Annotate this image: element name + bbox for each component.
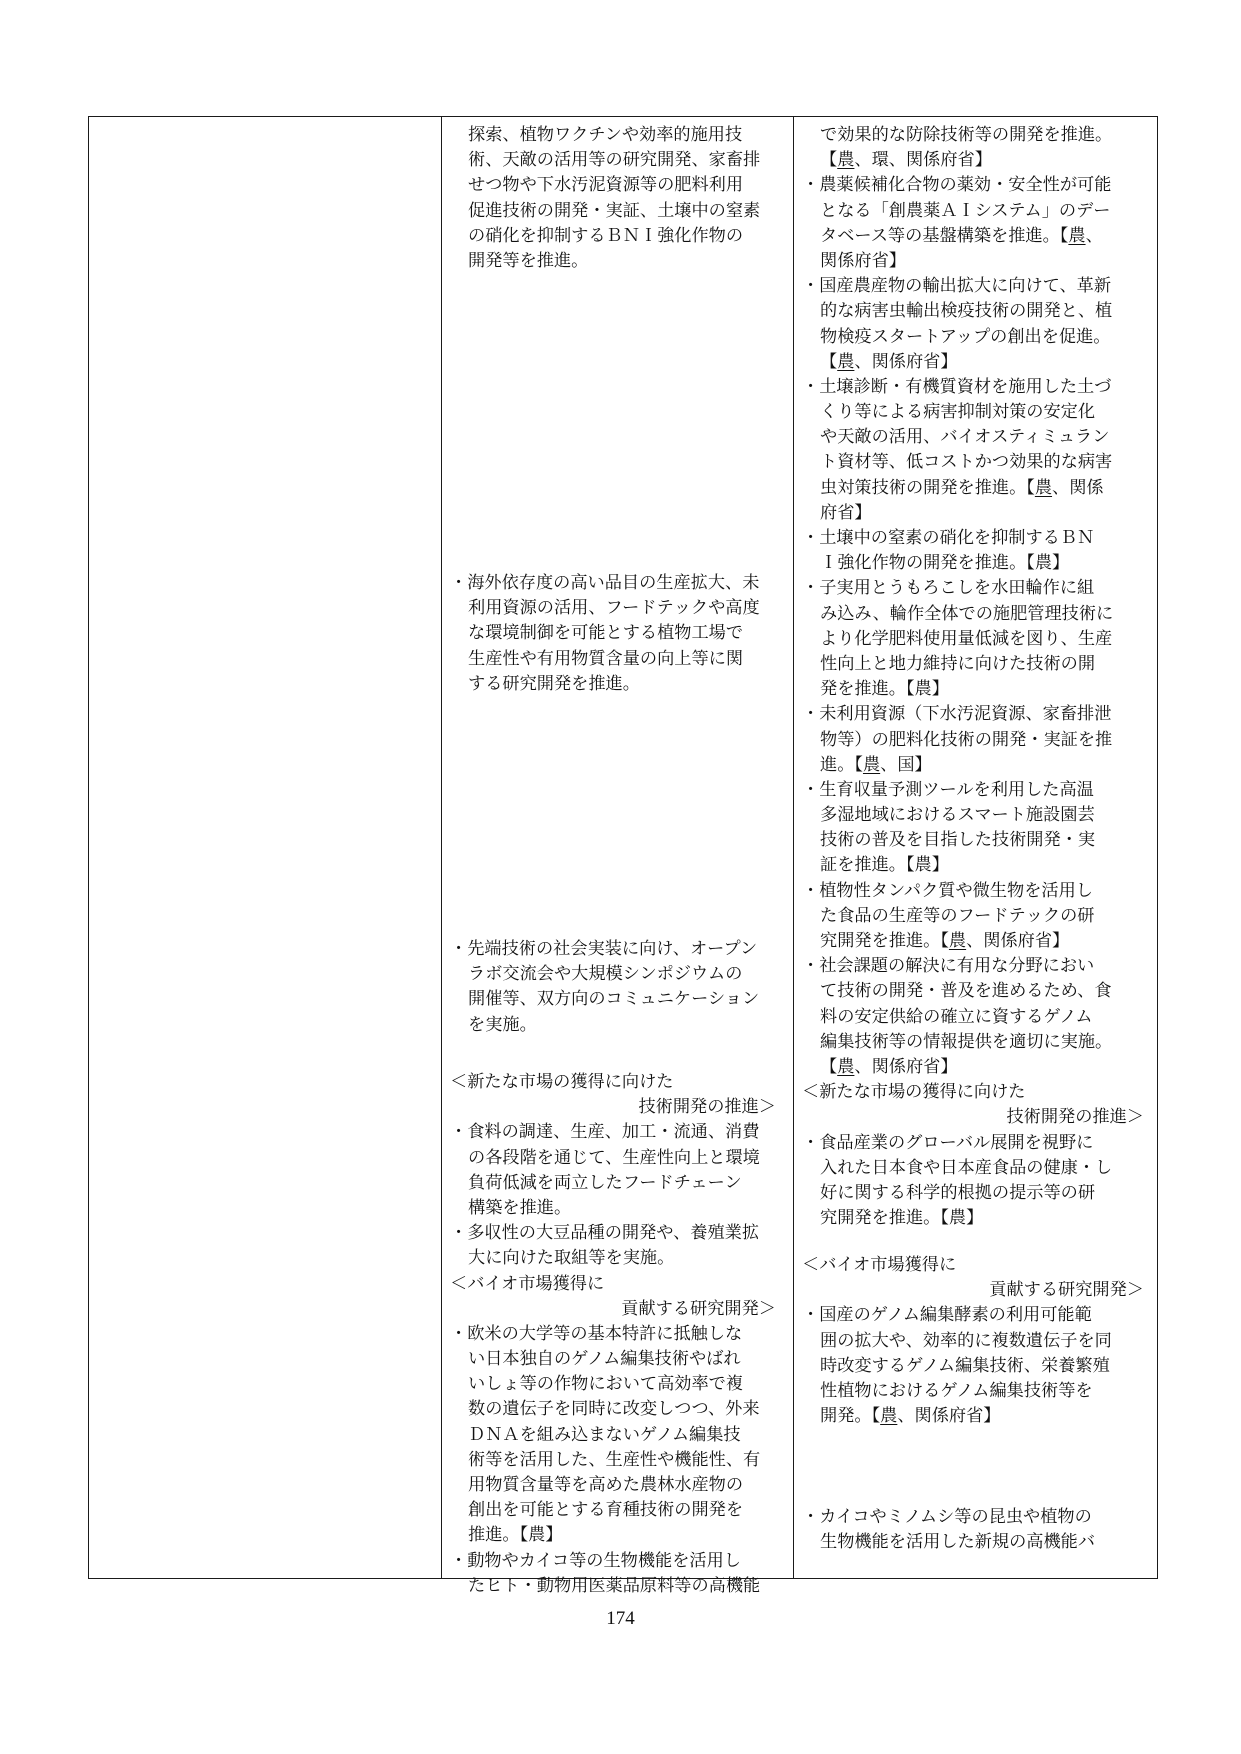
text-line: 数の遺伝子を同時に改変しつつ、外来: [468, 1399, 760, 1420]
text-line: 【農、関係府省】: [820, 351, 958, 372]
text-line: ・動物やカイコ等の生物機能を活用し: [450, 1550, 741, 1571]
policy-table: [88, 116, 1158, 1596]
text-line: ・土壌中の窒素の硝化を抑制するＢＮ: [802, 528, 1095, 548]
text-line: 時改変するゲノム編集技術、栄養繁殖: [820, 1355, 1110, 1376]
text-line: ・カイコやミノムシ等の昆虫や植物の: [802, 1507, 1092, 1527]
text-line: タベース等の基盤構築を推進。【農、: [820, 225, 1103, 246]
text-line: より化学肥料使用量低減を図り、生産: [820, 628, 1113, 649]
text-block: [802, 1253, 1152, 1429]
text-line: ト資材等、低コストかつ効果的な病害: [820, 452, 1113, 473]
text-line: 貢献する研究開発＞: [621, 1298, 776, 1319]
text-line: 生物機能を活用した新規の高機能バ: [820, 1532, 1096, 1553]
text-line: ・国産農産物の輸出拡大に向けて、革新: [802, 276, 1112, 297]
text-line: する研究開発を推進。: [468, 673, 640, 694]
text-line: み込み、輪作全体での施肥管理技術に: [820, 603, 1114, 624]
text-line: ・植物性タンパク質や微生物を活用し: [802, 880, 1093, 901]
text-line: 入れた日本食や日本産食品の健康・し: [820, 1157, 1113, 1178]
text-line: 術、天敵の活用等の研究開発、家畜排: [468, 150, 761, 171]
text-line: となる「創農薬ＡＩシステム」のデー: [820, 200, 1111, 221]
text-line: 性向上と地力維持に向けた技術の開: [820, 653, 1096, 674]
text-line: や天敵の活用、バイオスティミュラン: [820, 427, 1110, 448]
text-line: ・欧米の大学等の基本特許に抵触しな: [450, 1323, 743, 1344]
text-line: 府省】: [820, 502, 872, 523]
text-line: ・海外依存度の高い品目の生産拡大、未: [450, 573, 760, 593]
text-line: ＜新たな市場の獲得に向けた: [802, 1082, 1026, 1103]
right-column: [794, 117, 1159, 1578]
text-line: い日本独自のゲノム編集技術やばれ: [468, 1349, 741, 1370]
text-line: いしょ等の作物において高効率で複: [468, 1374, 744, 1395]
text-line: て技術の開発・普及を進めるため、食: [820, 981, 1112, 1002]
text-line: ラボ交流会や大規模シンポジウムの: [468, 964, 743, 985]
text-line: ・未利用資源（下水汚泥資源、家畜排泄: [802, 704, 1112, 725]
text-line: ＜バイオ市場獲得に: [450, 1273, 605, 1294]
text-line: 探索、植物ワクチンや効率的施用技: [468, 125, 743, 145]
middle-column: [442, 117, 794, 1596]
text-line: 推進。【農】: [468, 1525, 563, 1546]
text-line: ・社会課題の解決に有用な分野におい: [802, 956, 1095, 977]
text-line: ＜新たな市場の獲得に向けた: [450, 1072, 674, 1092]
text-line: 大に向けた取組等を実施。: [468, 1248, 675, 1269]
text-line: 証を推進。【農】: [820, 855, 949, 876]
text-line: 貢献する研究開発＞: [989, 1280, 1144, 1301]
text-line: 物等）の肥料化技術の開発・実証を推: [820, 729, 1113, 750]
text-line: せつ物や下水汚泥資源等の肥料利用: [468, 175, 744, 196]
text-line: ・先端技術の社会実装に向け、オープン: [450, 939, 758, 959]
text-line: 開発。【農、関係府省】: [820, 1406, 1001, 1427]
text-line: 構築を推進。: [468, 1197, 572, 1218]
text-line: ・国産のゲノム編集酵素の利用可能範: [802, 1305, 1092, 1326]
text-line: 発を推進。【農】: [820, 679, 949, 700]
text-line: 【農、関係府省】: [820, 1056, 958, 1077]
text-line: ・食料の調達、生産、加工・流通、消費: [450, 1122, 760, 1143]
text-line: 関係府省】: [820, 250, 906, 271]
text-line: 好に関する科学的根拠の提示等の研: [820, 1182, 1096, 1203]
text-line: 【農、環、関係府省】: [820, 150, 992, 171]
text-line: の硝化を抑制するＢＮＩ強化作物の: [468, 225, 744, 246]
text-line: の各段階を通じて、生産性向上と環境: [468, 1147, 760, 1168]
left-column: [89, 117, 442, 1578]
text-line: ・生育収量予測ツールを利用した高温: [802, 779, 1094, 800]
text-line: 虫対策技術の開発を推進。【農、関係: [820, 477, 1104, 498]
text-block: [802, 1505, 1152, 1555]
text-line: ・食品産業のグローバル展開を視野に: [802, 1132, 1094, 1153]
text-line: な環境制御を可能とする植物工場で: [468, 623, 744, 644]
text-block: [802, 123, 1152, 1231]
text-line: 技術開発の推進＞: [1006, 1107, 1144, 1128]
text-line: 多湿地域におけるスマート施設園芸: [820, 805, 1095, 826]
text-line: 性植物におけるゲノム編集技術等を: [820, 1380, 1093, 1401]
text-line: ・農薬候補化合物の薬効・安全性が可能: [802, 175, 1112, 196]
text-line: で効果的な防除技術等の開発を推進。: [820, 125, 1113, 145]
text-line: ・子実用とうもろこしを水田輪作に組: [802, 578, 1095, 599]
text-line: 利用資源の活用、フードテックや高度: [468, 598, 760, 619]
text-line: 開催等、双方向のコミュニケーション: [468, 989, 760, 1010]
text-block: [450, 1070, 784, 1599]
text-line: 技術開発の推進＞: [638, 1097, 776, 1118]
text-line: 技術の普及を目指した技術開発・実: [820, 830, 1096, 851]
text-line: 術等を活用した、生産性や機能性、有: [468, 1449, 761, 1470]
text-line: くり等による病害抑制対策の安定化: [820, 402, 1096, 423]
text-block: [450, 571, 784, 697]
text-line: 生産性や有用物質含量の向上等に関: [468, 648, 744, 669]
text-line: を実施。: [468, 1014, 537, 1035]
text-line: 編集技術等の情報提供を適切に実施。: [820, 1031, 1113, 1052]
text-line: 囲の拡大や、効率的に複数遺伝子を同: [820, 1330, 1112, 1351]
text-line: たヒト・動物用医薬品原料等の高機能: [468, 1575, 761, 1596]
text-line: ＜バイオ市場獲得に: [802, 1255, 957, 1275]
text-line: 開発等を推進。: [468, 250, 589, 271]
page-number: 174: [606, 1608, 635, 1629]
text-line: 的な病害虫輸出検疫技術の開発と、植: [820, 301, 1113, 322]
text-line: た食品の生産等のフードテックの研: [820, 905, 1095, 926]
text-line: ＤＮＡを組み込まないゲノム編集技: [468, 1424, 741, 1445]
text-line: 進。【農、国】: [820, 754, 932, 775]
text-line: 促進技術の開発・実証、土壌中の窒素: [468, 200, 761, 221]
text-line: 負荷低減を両立したフードチェーン: [468, 1172, 742, 1193]
text-line: 創出を可能とする育種技術の開発を: [468, 1500, 744, 1521]
text-line: 用物質含量等を高めた農林水産物の: [468, 1475, 744, 1495]
text-line: ・多収性の大豆品種の開発や、養殖業拡: [450, 1223, 760, 1244]
text-line: ・土壌診断・有機質資材を施用した土づ: [802, 376, 1112, 397]
text-line: 究開発を推進。【農】: [820, 1208, 984, 1229]
text-line: 料の安定供給の確立に資するゲノム: [820, 1006, 1093, 1027]
text-line: 究開発を推進。【農、関係府省】: [820, 931, 1070, 951]
text-line: 物検疫スタートアップの創出を促進。: [820, 326, 1111, 347]
text-block: [450, 123, 784, 274]
text-block: [450, 937, 784, 1038]
text-line: Ｉ強化作物の開発を推進。【農】: [820, 553, 1070, 574]
